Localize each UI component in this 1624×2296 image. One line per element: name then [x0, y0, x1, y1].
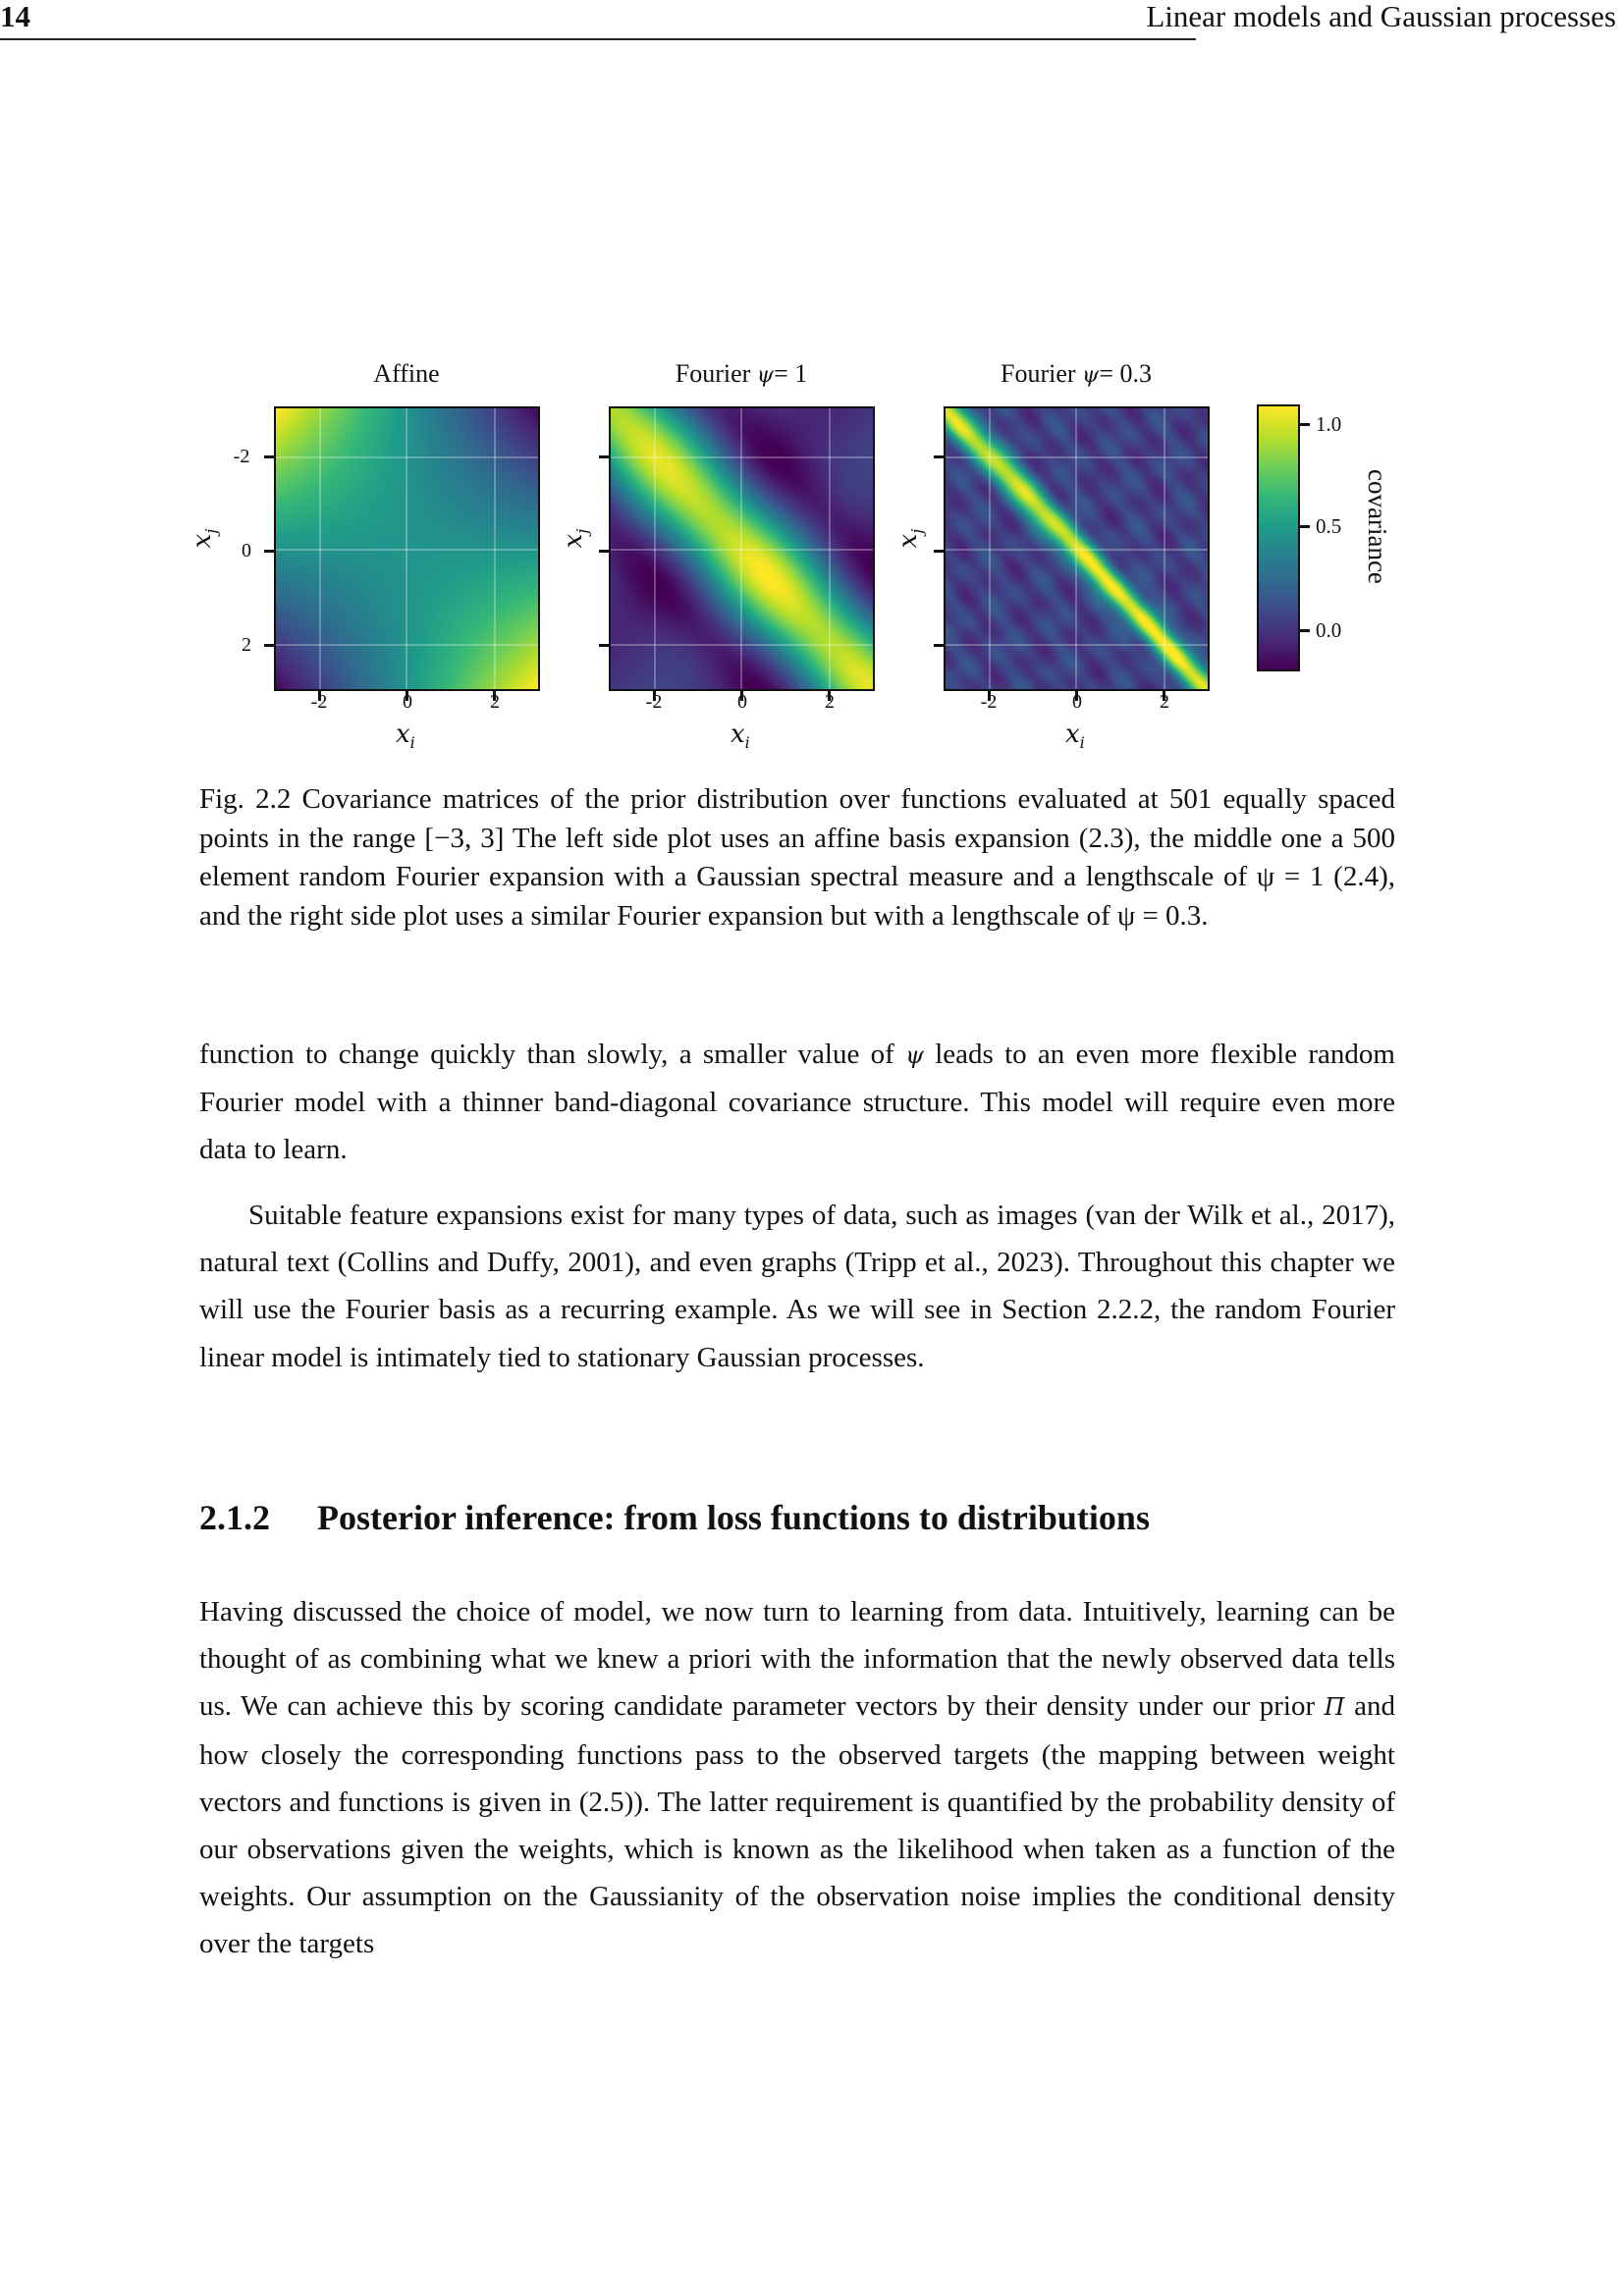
- xtick-label: -2: [310, 691, 328, 713]
- section-heading: [199, 1498, 1395, 1537]
- page-number: 14: [0, 0, 30, 33]
- xtick-label: 0: [1072, 691, 1082, 713]
- xtick-label: -2: [645, 691, 663, 713]
- x-axis-label: $x_i$: [731, 720, 750, 753]
- x-axis-label: $x_i$: [396, 720, 415, 753]
- header-rule: [0, 38, 1196, 40]
- y-axis-label: $x_j$: [893, 528, 927, 549]
- y-axis-label: $x_j$: [188, 528, 221, 549]
- y-axis-label: $x_j$: [559, 528, 592, 549]
- colorbar-tick-label: 0.5: [1316, 514, 1342, 538]
- xtick-label: 0: [737, 691, 747, 713]
- xtick-label: -2: [980, 691, 998, 713]
- heatmap-fourier-03: [944, 406, 1210, 691]
- panel-title-fourier-03: Fourier ψ= 0.3: [1001, 359, 1152, 388]
- colorbar-tick-label: 1.0: [1316, 412, 1342, 436]
- xtick-label: 2: [490, 691, 500, 713]
- heatmap-fourier-1: [609, 406, 875, 691]
- section-number: 2.1.2: [199, 1498, 270, 1537]
- section-title: Posterior inference: from loss functions to distributions: [317, 1498, 1150, 1537]
- running-head: [0, 0, 1616, 39]
- heatmap-affine: [274, 406, 540, 691]
- ytick-label: 0: [242, 540, 251, 561]
- paragraph: Having discussed the choice of model, we now turn to learning from data. Intuitively, learning can be thought of as combining what we knew a priori with the information that the newly observed data tells us. We can achieve this by scoring candidate parameter vectors by their density under our prior Π and how closely the corresponding functions pass to the observed targets (the mapping between weight vectors and functions is given in (2.5)). The latter requirement is quantified by the probability density of our observations given the weights, which is known as the likelihood when taken as a function of the weights. Our assumption on the Gaussianity of the observation noise implies the conditional density over the targets: [199, 1596, 1395, 1960]
- figure-caption: Fig. 2.2 Covariance matrices of the prior distribution over functions evaluated at 501 equally spaced points in the range [−3, 3] The left side plot uses an affine basis expansion (2.3), the middle one a 500 element random Fourier expansion with a Gaussian spectral measure and a lengthscale of ψ = 1 (2.4), and the right side plot uses a similar Fourier expansion but with a lengthscale of ψ = 0.3.: [199, 783, 1395, 932]
- x-axis-label: $x_i$: [1065, 720, 1085, 753]
- panel-title-fourier-1: Fourier ψ= 1: [675, 359, 808, 388]
- paragraph: function to change quickly than slowly, a smaller value of ψ leads to an even more flexible random Fourier model with a thinner band-diagonal covariance structure. This model will require even more data to learn.: [199, 1039, 1395, 1166]
- running-title: Linear models and Gaussian processes: [1146, 0, 1616, 33]
- xtick-label: 2: [1160, 691, 1169, 713]
- paragraph: Suitable feature expansions exist for many types of data, such as images (van der Wilk et al., 2017), natural text (Collins and Duffy, 2001), and even graphs (Tripp et al., 2023). Throughout this chapter we will use the Fourier basis as a recurring example. As we will see in Section 2.2.2, the random Fourier linear model is intimately tied to stationary Gaussian processes.: [199, 1200, 1395, 1373]
- xtick-label: 0: [403, 691, 412, 713]
- panel-title-affine: Affine: [373, 359, 440, 388]
- xtick-label: 2: [825, 691, 835, 713]
- colorbar-label: covariance: [1363, 469, 1392, 584]
- ytick-label: 2: [242, 634, 251, 656]
- colorbar: [1257, 404, 1300, 671]
- colorbar-tick-label: 0.0: [1316, 618, 1342, 642]
- ytick-label: -2: [233, 446, 250, 467]
